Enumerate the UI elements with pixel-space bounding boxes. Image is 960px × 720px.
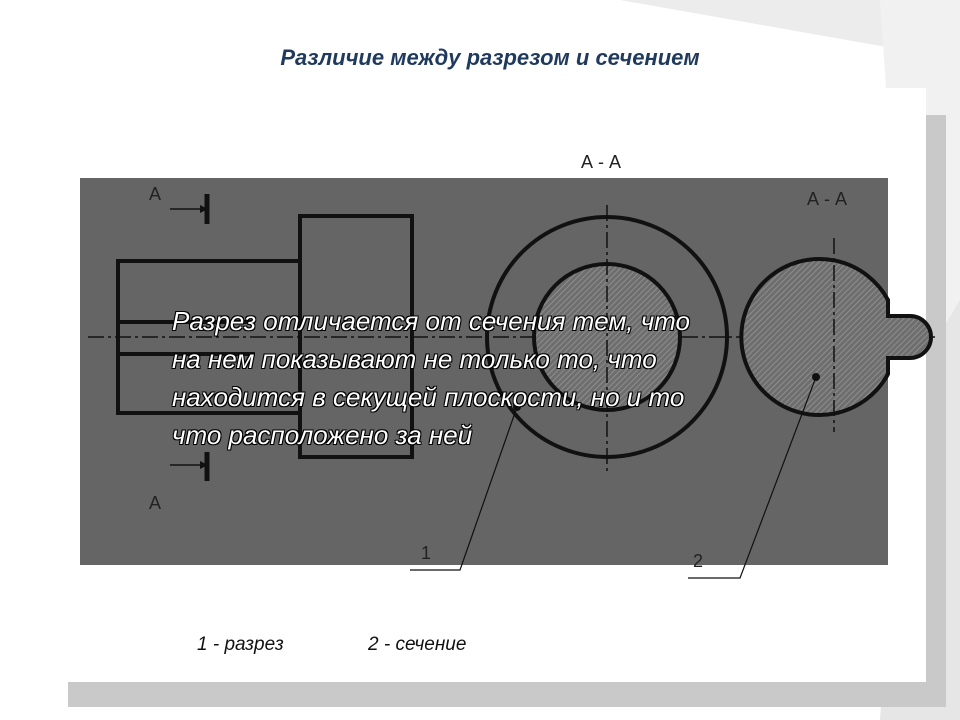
- callout-2: 2: [693, 551, 704, 571]
- arrow-label-bottom: А: [149, 493, 162, 513]
- overlay-line: Разрез отличается от сечения тем, что: [172, 306, 691, 336]
- page-title: Различие между разрезом и сечением: [280, 45, 700, 70]
- overlay-line: на нем показывают не только то, что: [172, 344, 657, 374]
- arrow-label-top: А: [149, 184, 162, 204]
- overlay-line: находится в секущей плоскости, но и то: [172, 382, 685, 412]
- section-label-inner: А - А: [807, 189, 848, 209]
- section-label-top: А - А: [581, 152, 622, 172]
- definition-overlay: [172, 302, 832, 454]
- legend-item-2: 2 - сечение: [368, 634, 467, 655]
- overlay-line: что расположено за ней: [172, 420, 473, 450]
- legend-item-1: 1 - разрез: [197, 634, 284, 655]
- callout-1: 1: [421, 543, 432, 563]
